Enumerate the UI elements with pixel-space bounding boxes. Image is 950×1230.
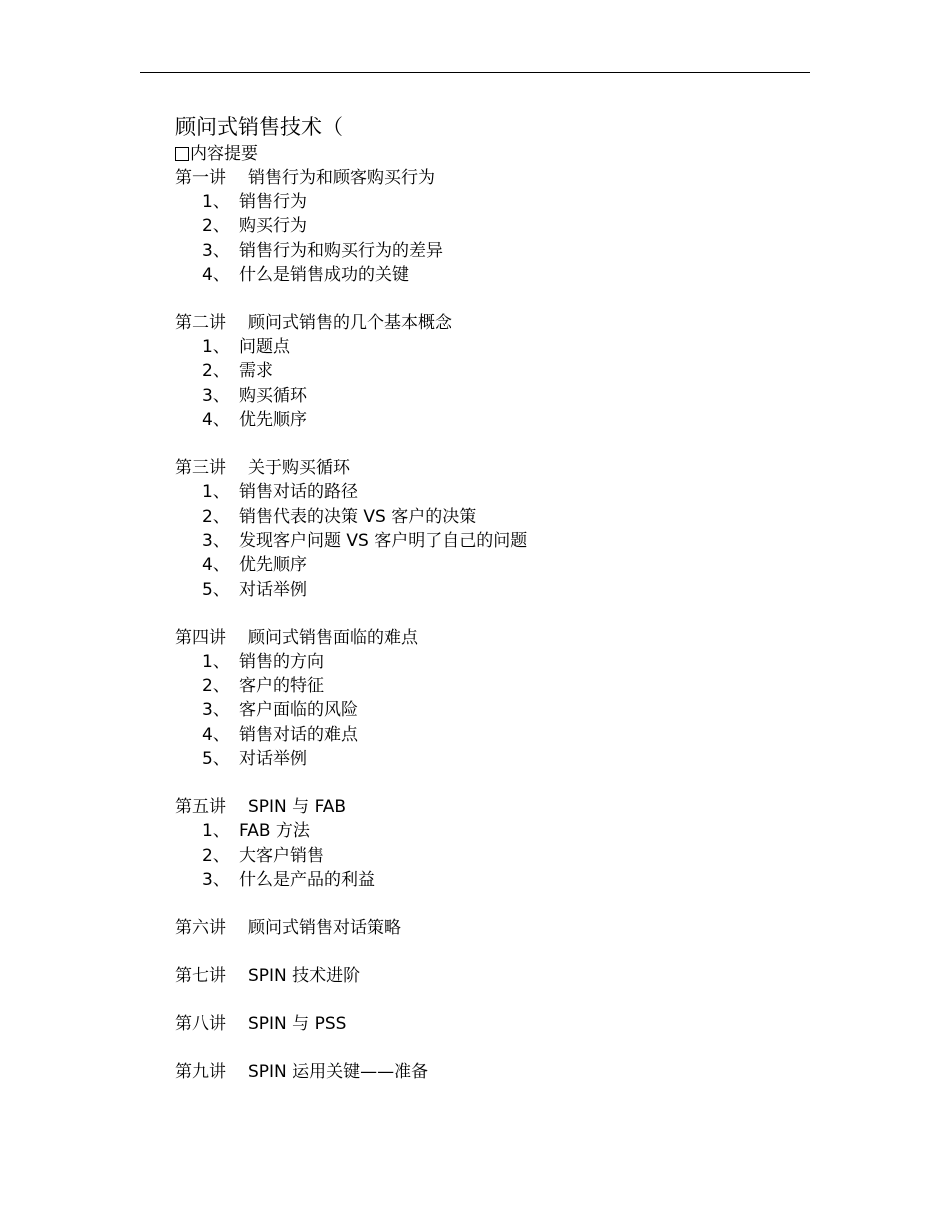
list-item-text: 优先顺序 <box>239 410 307 431</box>
list-item-text: 对话举例 <box>239 579 307 600</box>
lecture-heading <box>175 1060 835 1084</box>
lecture-section <box>175 311 835 432</box>
list-item-number: 4、 <box>202 555 230 576</box>
list-item-number: 1、 <box>202 821 230 842</box>
summary-label: 内容提要 <box>190 144 258 164</box>
lecture-section <box>175 964 835 988</box>
lecture-heading <box>175 166 835 190</box>
list-item <box>175 214 835 238</box>
list-item-number: 4、 <box>202 264 230 285</box>
checkbox-icon <box>175 147 189 161</box>
list-item-number: 4、 <box>202 724 230 745</box>
lecture-section <box>175 456 835 601</box>
list-item <box>175 868 835 892</box>
lecture-section <box>175 916 835 940</box>
lecture-heading <box>175 795 835 819</box>
list-item-text: 客户的特征 <box>239 676 324 697</box>
lecture-list <box>175 166 835 1084</box>
list-item-number: 5、 <box>202 749 230 770</box>
lecture-number: 第一讲 <box>175 168 226 188</box>
list-item-number: 3、 <box>202 385 230 406</box>
lecture-title: 关于购买循环 <box>248 458 350 479</box>
lecture-title: SPIN 与 FAB <box>248 797 347 818</box>
lecture-title: 顾问式销售面临的难点 <box>248 627 418 648</box>
list-item-text: 大客户销售 <box>239 845 324 866</box>
list-item <box>175 335 835 359</box>
list-item <box>175 553 835 577</box>
lecture-heading <box>175 456 835 480</box>
list-item-text: 客户面临的风险 <box>239 700 358 721</box>
lecture-heading <box>175 1012 835 1036</box>
lecture-title: SPIN 运用关键——准备 <box>248 1062 429 1083</box>
list-item <box>175 529 835 553</box>
list-item-number: 1、 <box>202 651 230 672</box>
list-item-text: 销售代表的决策 VS 客户的决策 <box>239 506 477 527</box>
list-item <box>175 239 835 263</box>
list-item <box>175 844 835 868</box>
list-item-text: FAB 方法 <box>239 821 310 842</box>
list-item-number: 3、 <box>202 530 230 551</box>
lecture-heading <box>175 916 835 940</box>
list-item-number: 1、 <box>202 192 230 212</box>
lecture-number: 第八讲 <box>175 1014 226 1035</box>
list-item <box>175 723 835 747</box>
list-item-text: 发现客户问题 VS 客户明了自己的问题 <box>239 530 528 551</box>
lecture-title: 销售行为和顾客购买行为 <box>248 168 435 188</box>
list-item-text: 问题点 <box>239 337 290 358</box>
lecture-heading <box>175 311 835 335</box>
header-rule <box>140 72 810 73</box>
list-item-text: 销售对话的难点 <box>239 724 358 745</box>
list-item-text: 购买行为 <box>239 216 307 237</box>
list-item <box>175 747 835 771</box>
list-item <box>175 650 835 674</box>
lecture-number: 第九讲 <box>175 1062 226 1083</box>
lecture-number: 第三讲 <box>175 458 226 479</box>
list-item-number: 3、 <box>202 240 230 261</box>
list-item-number: 2、 <box>202 845 230 866</box>
lecture-number: 第二讲 <box>175 313 226 334</box>
list-item-number: 2、 <box>202 216 230 237</box>
lecture-number: 第六讲 <box>175 918 226 939</box>
list-item <box>175 263 835 287</box>
lecture-heading <box>175 964 835 988</box>
list-item <box>175 698 835 722</box>
list-item <box>175 819 835 843</box>
document-title: 顾问式销售技术（ <box>175 115 343 139</box>
lecture-section <box>175 1012 835 1036</box>
list-item-number: 1、 <box>202 337 230 358</box>
list-item <box>175 480 835 504</box>
list-item-text: 需求 <box>239 361 273 382</box>
lecture-title: SPIN 技术进阶 <box>248 966 361 987</box>
lecture-number: 第四讲 <box>175 627 226 648</box>
lecture-section <box>175 795 835 892</box>
lecture-title: SPIN 与 PSS <box>248 1014 347 1035</box>
list-item-text: 销售对话的路径 <box>239 482 358 503</box>
lecture-section <box>175 626 835 771</box>
list-item-number: 2、 <box>202 506 230 527</box>
lecture-number: 第七讲 <box>175 966 226 987</box>
list-item-number: 1、 <box>202 482 230 503</box>
summary-heading <box>175 142 835 166</box>
list-item-text: 优先顺序 <box>239 555 307 576</box>
list-item-text: 销售行为 <box>239 192 307 212</box>
list-item-text: 销售的方向 <box>239 651 324 672</box>
list-item-text: 什么是销售成功的关键 <box>239 264 409 285</box>
lecture-title: 顾问式销售对话策略 <box>248 918 401 939</box>
list-item-number: 4、 <box>202 410 230 431</box>
list-item <box>175 408 835 432</box>
list-item-text: 对话举例 <box>239 749 307 770</box>
list-item <box>175 505 835 529</box>
lecture-heading <box>175 626 835 650</box>
list-item-text: 销售行为和购买行为的差异 <box>239 240 443 261</box>
list-item <box>175 578 835 602</box>
list-item-number: 3、 <box>202 869 230 890</box>
list-item-number: 5、 <box>202 579 230 600</box>
lecture-section <box>175 1060 835 1084</box>
lecture-title: 顾问式销售的几个基本概念 <box>248 313 452 334</box>
document-body <box>175 112 835 1108</box>
lecture-number: 第五讲 <box>175 797 226 818</box>
lecture-section <box>175 166 835 287</box>
list-item <box>175 384 835 408</box>
list-item-number: 2、 <box>202 361 230 382</box>
list-item <box>175 359 835 383</box>
list-item-text: 购买循环 <box>239 385 307 406</box>
list-item-number: 2、 <box>202 676 230 697</box>
list-item <box>175 190 835 214</box>
list-item-text: 什么是产品的利益 <box>239 869 375 890</box>
list-item-number: 3、 <box>202 700 230 721</box>
list-item <box>175 674 835 698</box>
